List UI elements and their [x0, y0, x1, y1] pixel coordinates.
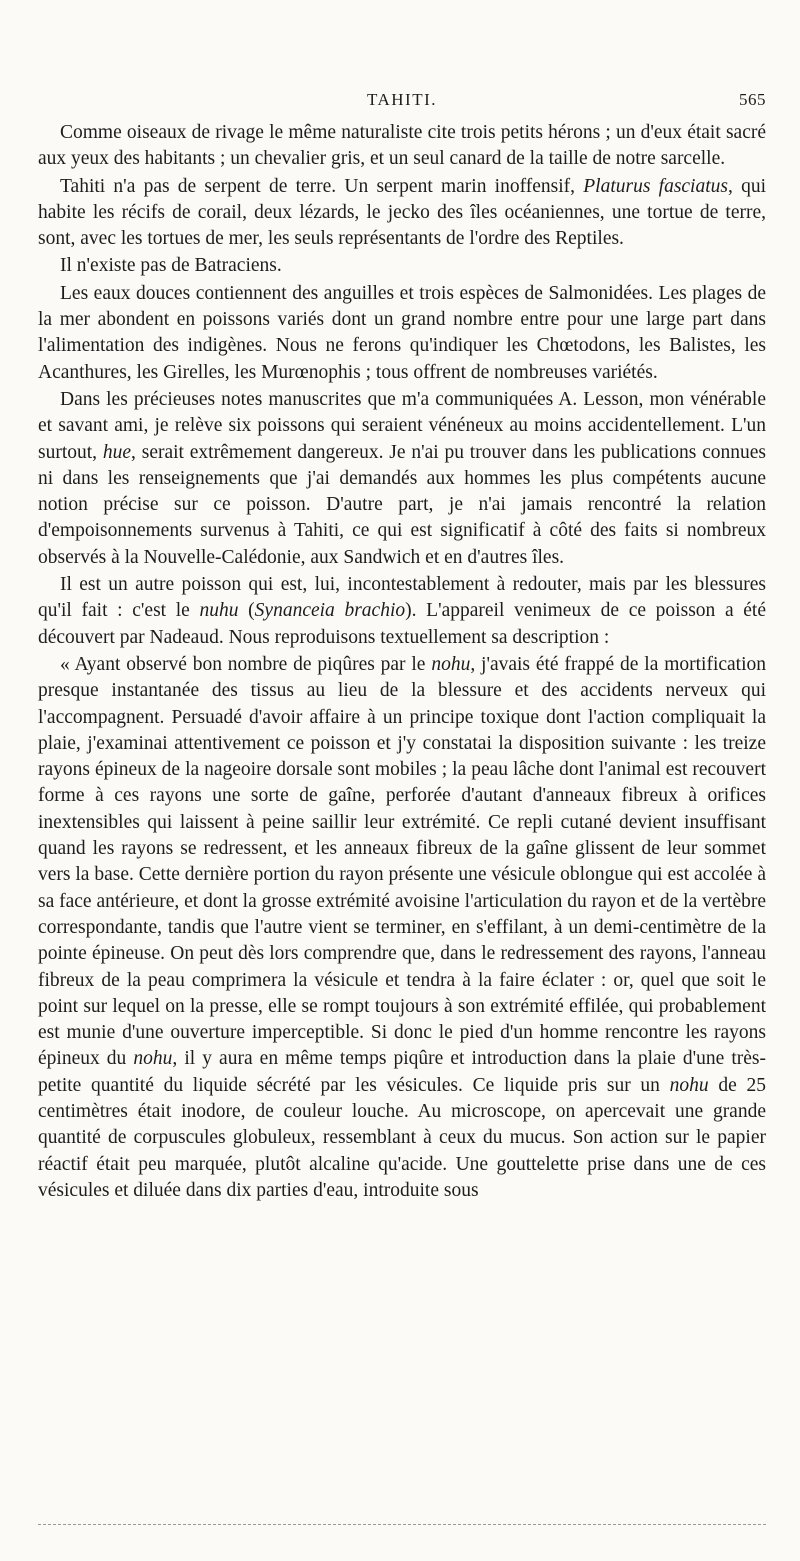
paragraph [38, 120, 766, 173]
paragraph [38, 652, 766, 1204]
text-run: , serait extrêmement dangereux. Je n'ai pu trouver dans les publications connues ni dans les renseignements que j'ai demandés aux hommes les plus compétents aucune notion précise sur ce poisson. D'autre part, je n'ai jamais rencontré la relation d'empoisonnements survenus à Tahiti, ce qui est significatif à côté des faits si nombreux observés à la Nouvelle-Calédonie, aux Sandwich et en d'autres îles. [38, 441, 767, 568]
page-number: 565 [739, 90, 766, 109]
italic-term: nohu [133, 1048, 173, 1070]
text-run: Il n'existe pas de Batraciens. [60, 255, 282, 277]
paragraph [38, 281, 766, 386]
italic-term: nohu [669, 1074, 709, 1096]
paragraph [38, 253, 766, 279]
text-run: Dans les précieuses notes manuscrites que m'a communiquées A. Lesson, mon vénérable et savant ami, je relève six poissons qui seraient vénéneux au moins accidentellement. L'un surtout, [38, 388, 766, 463]
text-run: de 25 centimètres était inodore, de couleur louche. Au microscope, on apercevait une grande quantité de corpuscules globuleux, ressemblant à ceux du mucus. Son action sur le papier réactif était peu marquée, plutôt alcaline qu'acide. Une gouttelette prise dans une de ces vésicules et diluée dans dix parties d'eau, introduite sous [38, 1074, 766, 1201]
text-run: , qui habite les récifs de corail, deux lézards, le jecko des îles océaniennes, une tortue de terre, sont, avec les tortues de mer, les seuls représentants de l'ordre des Reptiles. [38, 175, 766, 250]
paragraph [38, 174, 766, 253]
italic-term: nuhu [199, 600, 239, 622]
italic-term: Synanceia brachio [254, 600, 406, 622]
paragraph [38, 387, 766, 571]
paragraph [38, 572, 766, 651]
text-run: , il y aura en même temps piqûre et introduction dans la plaie d'une très-petite quantité du liquide sécrété par les vésicules. Ce liquide pris sur un [38, 1048, 766, 1096]
text-run: Les eaux douces contiennent des anguilles et trois espèces de Salmonidées. Les plages de la mer abondent en poissons variés dont un grand nombre entre pour une large part dans l'alimentation des indigènes. Nous ne ferons qu'indiquer les Chœtodons, les Balistes, les Acanthures, les Girelles, les Murœnophis ; tous offrent de nombreuses variétés. [38, 282, 766, 383]
italic-term: Platurus fasciatus [583, 175, 728, 197]
text-run: ( [238, 600, 255, 622]
text-run: Tahiti n'a pas de serpent de terre. Un serpent marin inoffensif, [60, 175, 584, 197]
italic-term: nohu [431, 653, 471, 675]
text-run: ). L'appareil venimeux de ce poisson a été découvert par Nadeaud. Nous reproduisons textuellement sa description : [38, 600, 766, 648]
running-header [38, 90, 766, 116]
italic-term: hue [102, 441, 132, 463]
text-run: Il est un autre poisson qui est, lui, incontestablement à redouter, mais par les blessures qu'il fait : c'est le [38, 574, 766, 622]
body-text [38, 120, 766, 1204]
running-title: TAHITI. [366, 90, 438, 109]
text-run: « Ayant observé bon nombre de piqûres par le [60, 653, 432, 675]
text-run: Comme oiseaux de rivage le même naturaliste cite trois petits hérons ; un d'eux était sacré aux yeux des habitants ; un chevalier gris, et un seul canard de la taille de notre sarcelle. [38, 122, 766, 170]
text-run: , j'avais été frappé de la mortification presque instantanée des tissus au lieu de la blessure et des accidents nerveux qui l'accompagnent. Persuadé d'avoir affaire à un principe toxique dont l'action compliquait la plaie, j'examinai attentivement ce poisson et j'y constatai la disposition suivante : les treize rayons épineux de la nageoire dorsale sont mobiles ; la peau lâche dont l'animal est recouvert forme à ces rayons une sorte de gaîne, perforée d'autant d'anneaux fibreux à orifices inextensibles qui laissent à peine saillir leur extrémité. Ce repli cutané devient insuffisant quand les rayons se redressent, et les anneaux fibreux de la gaîne glissent de leur sommet vers la base. Cette dernière portion du rayon présente une vésicule oblongue qui est accolée à sa face antérieure, et dont la grosse extrémité avoisine l'articulation du rayon et de la vertèbre correspondante, tandis que l'autre vient se terminer, en s'effilant, à un demi-centimètre de la pointe épineuse. On peut dès lors comprendre que, dans le redressement des rayons, l'anneau fibreux de la peau comprimera la vésicule et tendra à la faire éclater : or, quel que soit le point sur lequel on la presse, elle se rompt toujours à son extrémité effilée, qui probablement est munie d'une ouverture imperceptible. Si donc le pied d'un homme rencontre les rayons épineux du [38, 653, 767, 1070]
bottom-rule [38, 1524, 766, 1525]
